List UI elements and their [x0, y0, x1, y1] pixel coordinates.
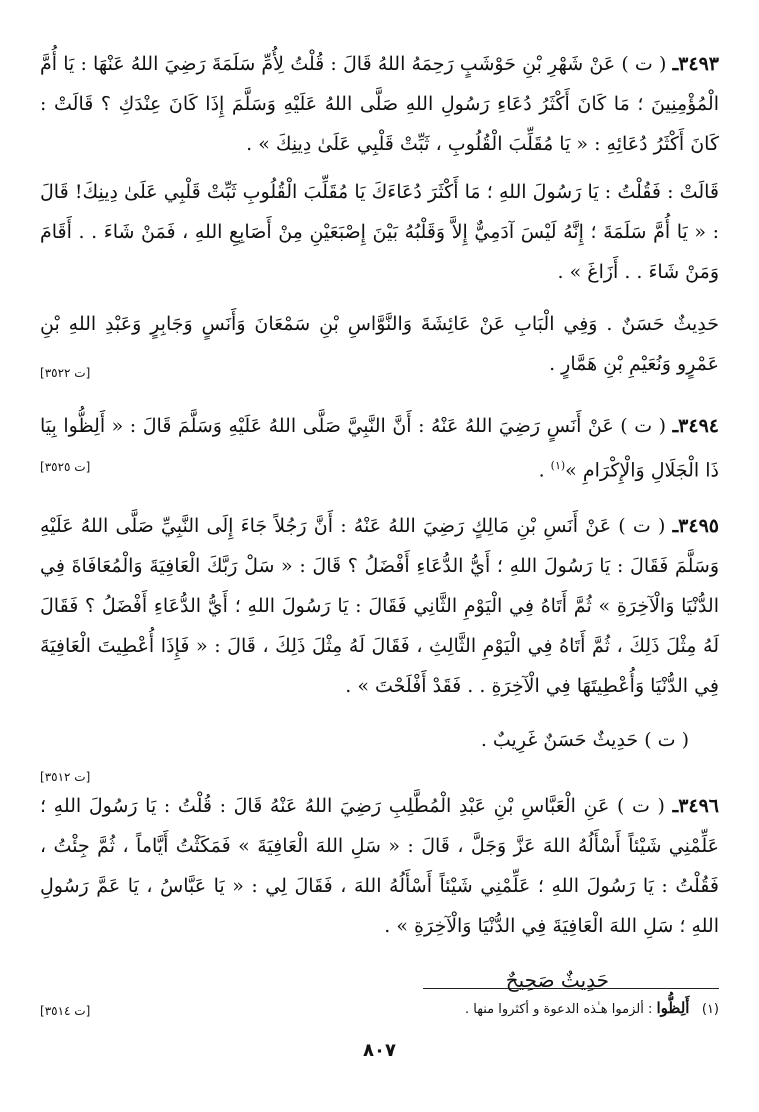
hadith-number: ٣٤٩٦ـ — [672, 795, 720, 817]
footnote — [465, 998, 719, 1020]
footnote-text: : ألزموا هـٰذه الدعوة و أكثروا منها . — [464, 1002, 657, 1017]
hadith-number: ٣٤٩٥ـ — [672, 515, 719, 537]
hadith-body: ( ت ) عَنْ شَهْرِ بْنِ حَوْشَبٍ رَحِمَهُ اللهُ قَالَ : قُلْتُ لِأُمِّ سَلَمَةَ رَضِيَ اللهُ عَنْهَا : يَا أُمَّ الْمُؤْمِنِينَ ؛ مَا كَانَ أَكْثَرُ دُعَاءِ رَسُولِ اللهِ صَلَّى اللهُ عَلَيْهِ وَسَلَّمَ إِذَا كَانَ عِنْدَكِ ؟ قَالَتْ : كَانَ أَكْثَرُ دُعَائِهِ : « يَا مُقَلِّبَ الْقُلُوبِ ، ثَبِّتْ قَلْبِي عَلَىٰ دِينِكَ » . — [40, 53, 719, 155]
reference-tirmidhi-3525: [ت ٣٥٢٥] — [40, 460, 91, 474]
footnote-term: أَلِظُّوا — [656, 999, 690, 1017]
hadith-3495-text — [40, 506, 719, 706]
footnote-number: (١) — [701, 1002, 719, 1017]
hadith-end: . — [538, 459, 551, 482]
hadith-3496-text — [40, 786, 719, 946]
hadith-body: ( ت ) عَنِ الْعَبَّاسِ بْنِ عَبْدِ الْمُطَّلِبِ رَضِيَ اللهُ عَنْهُ قَالَ : قُلْتُ : يَا رَسُولَ اللهِ ؛ عَلِّمْنِي شَيْئاً أَسْأَلُهُ اللهَ عَزَّ وَجَلَّ ، قَالَ : « سَلِ اللهَ الْعَافِيَةَ » فَمَكَثْتُ أَيَّاماً ، ثُمَّ جِئْتُ ، فَقُلْتُ : يَا رَسُولَ اللهِ ؛ عَلِّمْنِي شَيْئاً أَسْأَلُهُ اللهَ ، فَقَالَ لِي : « يَا عَبَّاسُ ، يَا عَمَّ رَسُولِ اللهِ ؛ سَلِ اللهَ الْعَافِيَةَ فِي الدُّنْيَا وَالْآخِرَةِ » . — [40, 795, 719, 937]
footnote-mark: (١) — [550, 459, 566, 472]
hadith-3495-grade: ( ت ) حَدِيثٌ حَسَنٌ غَرِيبٌ . — [480, 729, 689, 751]
reference-tirmidhi-3512: [ت ٣٥١٢] — [40, 770, 91, 784]
page-number: ٨٠٧ — [363, 1040, 396, 1061]
footnote-divider — [423, 988, 719, 989]
hadith-3493 — [40, 44, 719, 384]
reference-tirmidhi-3522: [ت ٣٥٢٢] — [40, 366, 91, 380]
hadith-3493-grade: حَدِيثٌ حَسَنٌ . وَفِي الْبَابِ عَنْ عَائِشَةَ وَالنَّوَّاسِ بْنِ سَمْعَانَ وَأَنَسٍ وَجَابِرٍ وَعَبْدِ اللهِ بْنِ عَمْرٍو وَنُعَيْمِ بْنِ هَمَّارٍ . — [40, 313, 719, 375]
hadith-3495 — [40, 506, 719, 784]
hadith-3493-text — [40, 44, 719, 164]
hadith-3493-continuation: قَالَتْ : فَقُلْتُ : يَا رَسُولَ اللهِ ؛ مَا أَكْثَرَ دُعَاءَكَ يَا مُقَلِّبَ الْقُلُوبِ ثَبِّتْ قَلْبِي عَلَىٰ دِينِكَ! قَالَ : « يَا أُمَّ سَلَمَةَ ؛ إِنَّهُ لَيْسَ آدَمِيٌّ إِلاَّ وَقَلْبُهُ بَيْنَ إِصْبَعَيْنِ مِنْ أَصَابِعِ اللهِ ، فَمَنْ شَاءَ . . أَقَامَ وَمَنْ شَاءَ . . أَزَاغَ » . — [40, 181, 719, 283]
reference-tirmidhi-3514: [ت ٣٥١٤] — [40, 1004, 91, 1018]
hadith-number: ٣٤٩٤ـ — [672, 415, 719, 437]
hadith-body: ( ت ) عَنْ أَنَسِ بْنِ مَالِكٍ رَضِيَ اللهُ عَنْهُ : أَنَّ رَجُلاً جَاءَ إِلَى النَّبِيِّ صَلَّى اللهُ عَلَيْهِ وَسَلَّمَ فَقَالَ : يَا رَسُولَ اللهِ ؛ أَيُّ الدُّعَاءِ أَفْضَلُ ؟ قَالَ : « سَلْ رَبَّكَ الْعَافِيَةَ وَالْمُعَافَاةَ فِي الدُّنْيَا وَالْآخِرَةِ » ثُمَّ أَتَاهُ فِي الْيَوْمِ الثَّانِي فَقَالَ : يَا رَسُولَ اللهِ ؛ أَيُّ الدُّعَاءِ أَفْضَلُ ؟ فَقَالَ لَهُ مِثْلَ ذَلِكَ ، ثُمَّ أَتَاهُ فِي الْيَوْمِ الثَّالِثِ ، فَقَالَ لَهُ مِثْلَ ذَلِكَ ، قَالَ : « فَإِذَا أُعْطِيتَ الْعَافِيَةَ فِي الدُّنْيَا وَأُعْطِيتَهَا فِي الْآخِرَةِ . . فَقَدْ أَفْلَحْتَ » . — [40, 515, 719, 697]
hadith-3496-grade: حَدِيثٌ صَحِيحٌ — [505, 968, 609, 992]
hadith-number: ٣٤٩٣ـ — [672, 53, 719, 75]
hadith-3494 — [40, 406, 719, 490]
book-page — [40, 44, 719, 1084]
hadith-body: ( ت ) عَنْ أَنَسٍ رَضِيَ اللهُ عَنْهُ : أَنَّ النَّبِيَّ صَلَّى اللهُ عَلَيْهِ وَسَلَّمَ قَالَ : « أَلِظُّوا بِيَا ذَا الْجَلَالِ وَالْإِكْرَامِ » — [40, 415, 719, 482]
hadith-3494-text — [40, 406, 719, 490]
